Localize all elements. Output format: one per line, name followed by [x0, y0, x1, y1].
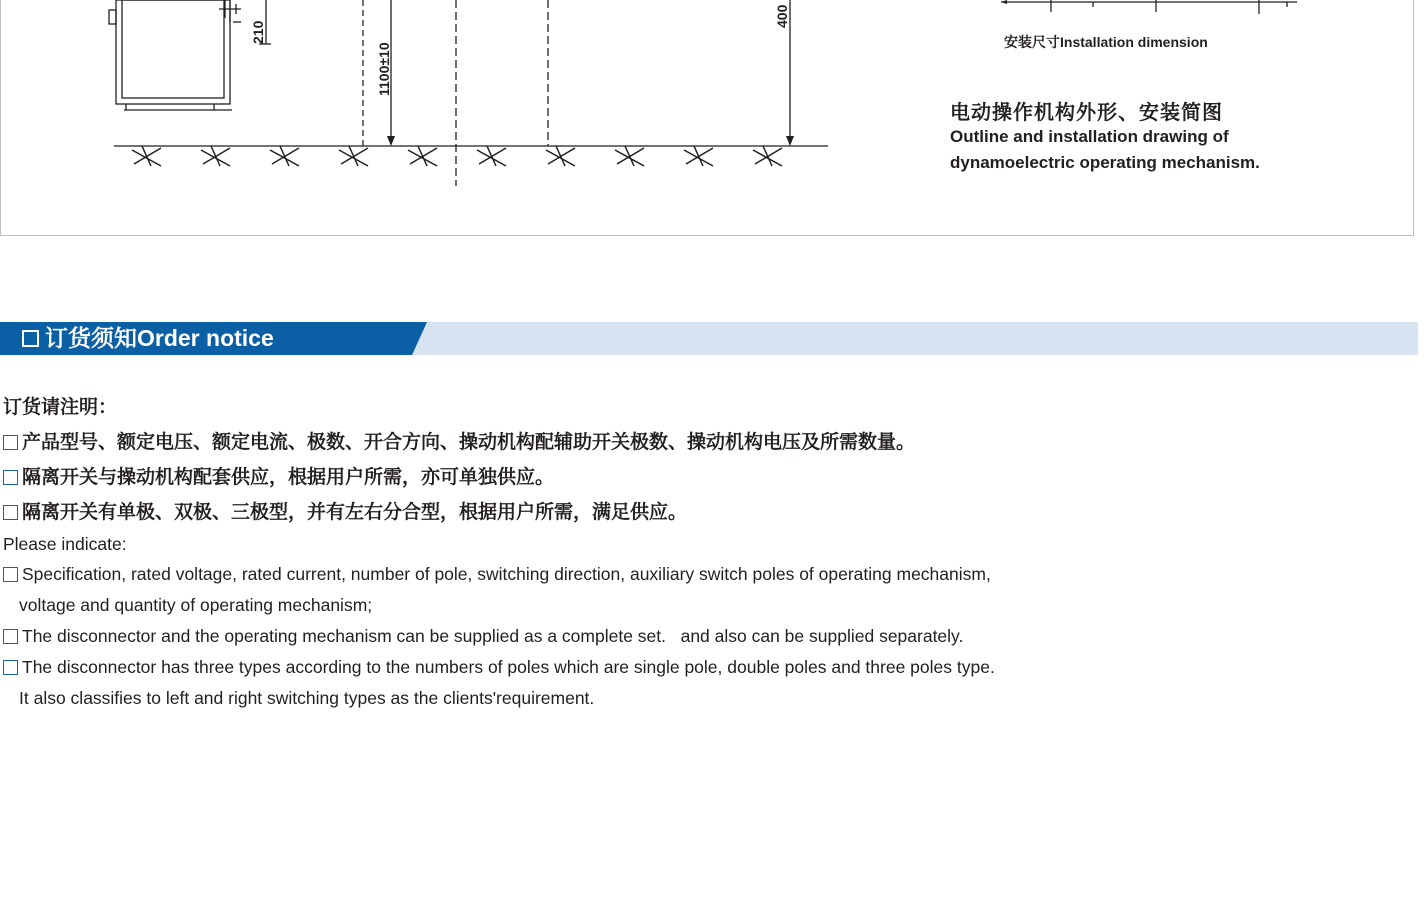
- dim-1100: 1100±10: [376, 42, 392, 96]
- section-header: [0, 322, 1418, 355]
- en-item: [3, 559, 1413, 590]
- installation-caption: 安装尺寸Installation dimension: [1004, 34, 1208, 50]
- mechanism-outline: [116, 0, 230, 104]
- square-bullet-icon: [3, 660, 18, 675]
- ground-hatch: [132, 146, 782, 166]
- square-bullet-icon: [3, 567, 18, 582]
- square-bullet-icon: [3, 470, 18, 485]
- section-title-text: 订货须知Order notice: [45, 325, 274, 351]
- drawing-panel: [0, 0, 1414, 236]
- cn-item: [3, 425, 1413, 460]
- square-bullet-icon: [3, 435, 18, 450]
- dim-210: 210: [250, 20, 266, 44]
- cn-heading: 订货请注明：: [3, 397, 118, 418]
- mechanism-title-en-2: dynamoelectric operating mechanism.: [950, 153, 1260, 172]
- en-item-continuation: It also classifies to left and right switching types as the clients'requirement.: [19, 688, 595, 708]
- en-heading: Please indicate:: [3, 534, 127, 554]
- section-title: [22, 323, 274, 354]
- dim-400: 400: [774, 4, 790, 28]
- square-bullet-icon: [3, 505, 18, 520]
- cn-item-text: 产品型号、额定电压、额定电流、极数、开合方向、操动机构配辅助开关极数、操动机构电压及所需数量。: [22, 432, 916, 453]
- en-item: [3, 621, 1413, 652]
- en-item-text: Specification, rated voltage, rated current, number of pole, switching direction, auxiliary switch poles of operating mechanism,: [22, 564, 991, 584]
- cn-item: [3, 495, 1413, 530]
- cn-item-text: 隔离开关有单极、双极、三极型，并有左右分合型，根据用户所需，满足供应。: [22, 502, 688, 523]
- en-item: [3, 652, 1413, 683]
- mechanism-title-en-1: Outline and installation drawing of: [950, 127, 1229, 146]
- mechanism-title-cn: 电动操作机构外形、安装简图: [950, 102, 1223, 124]
- order-notice: [3, 390, 1413, 714]
- en-item-text: The disconnector has three types according to the numbers of poles which are single pole, double poles and three poles type.: [22, 657, 995, 677]
- square-bullet-icon: [3, 629, 18, 644]
- en-item-continuation: voltage and quantity of operating mechanism;: [19, 595, 373, 615]
- cn-item-text: 隔离开关与操动机构配套供应，根据用户所需，亦可单独供应。: [22, 467, 555, 488]
- cn-item: [3, 460, 1413, 495]
- checkbox-square-icon: [22, 330, 39, 347]
- en-item-text: The disconnector and the operating mechanism can be supplied as a complete set. and also can be supplied separately.: [22, 626, 964, 646]
